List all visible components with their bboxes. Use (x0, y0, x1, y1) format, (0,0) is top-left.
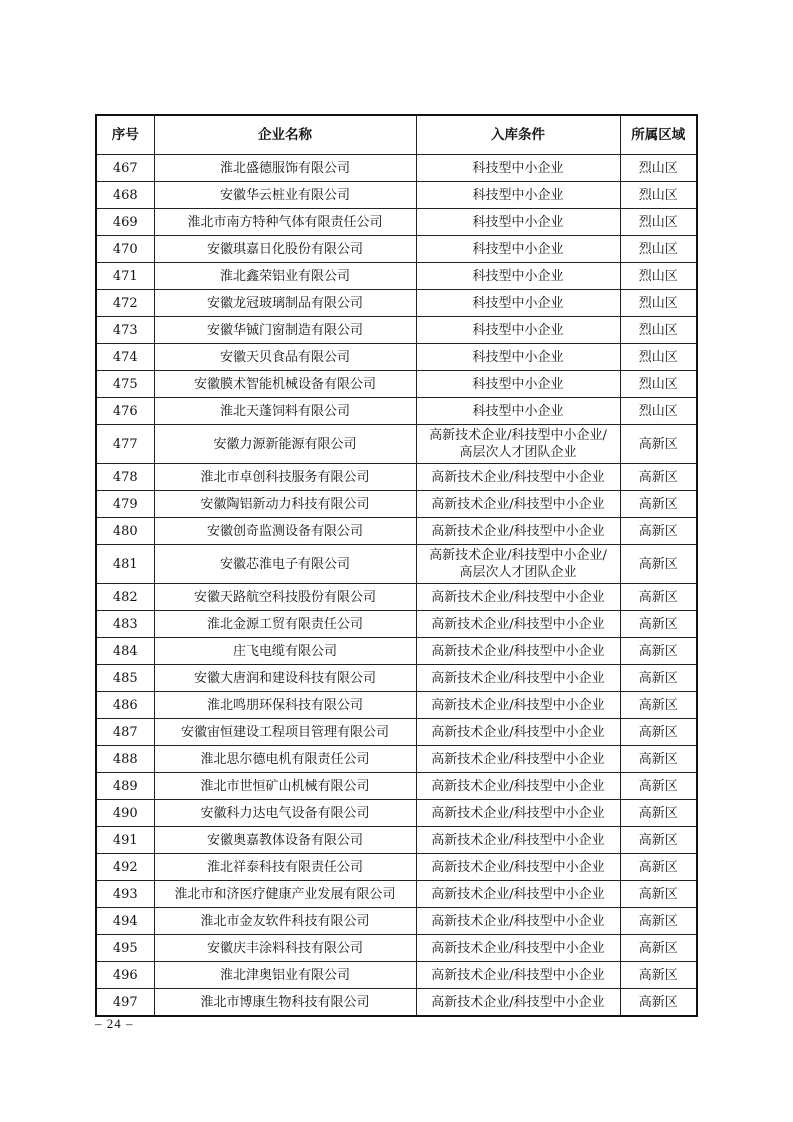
cell-region: 烈山区 (620, 182, 697, 209)
cell-region: 烈山区 (620, 263, 697, 290)
cell-company-name: 安徽膜术智能机械设备有限公司 (154, 371, 416, 398)
cell-criteria: 高新技术企业/科技型中小企业 (416, 881, 620, 908)
table-row (96, 398, 697, 425)
cell-index: 482 (96, 584, 154, 611)
table-row (96, 611, 697, 638)
cell-region: 高新区 (620, 638, 697, 665)
header-region: 所属区域 (620, 115, 697, 155)
cell-company-name: 淮北市和济医疗健康产业发展有限公司 (154, 881, 416, 908)
cell-company-name: 安徽华铖门窗制造有限公司 (154, 317, 416, 344)
cell-criteria: 高新技术企业/科技型中小企业/ 高层次人才团队企业 (416, 545, 620, 584)
cell-criteria: 科技型中小企业 (416, 371, 620, 398)
cell-criteria: 高新技术企业/科技型中小企业 (416, 800, 620, 827)
cell-criteria: 高新技术企业/科技型中小企业 (416, 584, 620, 611)
header-criteria: 入库条件 (416, 115, 620, 155)
table-row (96, 182, 697, 209)
cell-region: 高新区 (620, 827, 697, 854)
cell-region: 烈山区 (620, 344, 697, 371)
cell-company-name: 安徽龙冠玻璃制品有限公司 (154, 290, 416, 317)
table-row (96, 344, 697, 371)
cell-criteria: 高新技术企业/科技型中小企业 (416, 491, 620, 518)
cell-company-name: 安徽力源新能源有限公司 (154, 425, 416, 464)
table-row (96, 719, 697, 746)
table-row (96, 638, 697, 665)
cell-region: 高新区 (620, 491, 697, 518)
cell-criteria: 科技型中小企业 (416, 263, 620, 290)
table-row (96, 665, 697, 692)
cell-criteria: 高新技术企业/科技型中小企业 (416, 773, 620, 800)
cell-company-name: 安徽华云桩业有限公司 (154, 182, 416, 209)
cell-criteria: 科技型中小企业 (416, 236, 620, 263)
cell-region: 烈山区 (620, 155, 697, 182)
cell-index: 481 (96, 545, 154, 584)
cell-region: 烈山区 (620, 290, 697, 317)
cell-index: 470 (96, 236, 154, 263)
table-row (96, 584, 697, 611)
cell-company-name: 淮北市南方特种气体有限责任公司 (154, 209, 416, 236)
cell-region: 烈山区 (620, 236, 697, 263)
cell-index: 478 (96, 464, 154, 491)
header-company-name: 企业名称 (154, 115, 416, 155)
cell-criteria: 科技型中小企业 (416, 209, 620, 236)
cell-index: 486 (96, 692, 154, 719)
cell-region: 烈山区 (620, 398, 697, 425)
cell-criteria: 高新技术企业/科技型中小企业 (416, 827, 620, 854)
table-row (96, 908, 697, 935)
table-row (96, 827, 697, 854)
cell-company-name: 安徽创奇监测设备有限公司 (154, 518, 416, 545)
cell-index: 474 (96, 344, 154, 371)
cell-criteria: 高新技术企业/科技型中小企业 (416, 746, 620, 773)
cell-company-name: 淮北祥泰科技有限责任公司 (154, 854, 416, 881)
cell-index: 491 (96, 827, 154, 854)
cell-company-name: 安徽奥嘉教体设备有限公司 (154, 827, 416, 854)
table-row (96, 545, 697, 584)
cell-company-name: 安徽庆丰涂料科技有限公司 (154, 935, 416, 962)
cell-index: 471 (96, 263, 154, 290)
table-row (96, 209, 697, 236)
cell-region: 高新区 (620, 518, 697, 545)
cell-index: 472 (96, 290, 154, 317)
table-row (96, 290, 697, 317)
table-row (96, 773, 697, 800)
cell-region: 高新区 (620, 545, 697, 584)
cell-criteria: 高新技术企业/科技型中小企业 (416, 665, 620, 692)
cell-region: 高新区 (620, 719, 697, 746)
cell-region: 烈山区 (620, 317, 697, 344)
page-number: – 24 – (95, 1016, 134, 1031)
table-row (96, 491, 697, 518)
cell-company-name: 安徽宙恒建设工程项目管理有限公司 (154, 719, 416, 746)
cell-company-name: 安徽芯淮电子有限公司 (154, 545, 416, 584)
cell-criteria: 高新技术企业/科技型中小企业 (416, 989, 620, 1017)
cell-region: 高新区 (620, 611, 697, 638)
cell-index: 476 (96, 398, 154, 425)
table-row (96, 236, 697, 263)
cell-company-name: 安徽琪嘉日化股份有限公司 (154, 236, 416, 263)
cell-index: 497 (96, 989, 154, 1017)
cell-criteria: 高新技术企业/科技型中小企业/ 高层次人才团队企业 (416, 425, 620, 464)
cell-region: 高新区 (620, 773, 697, 800)
cell-index: 489 (96, 773, 154, 800)
table-row (96, 989, 697, 1017)
cell-index: 475 (96, 371, 154, 398)
cell-company-name: 淮北鑫荣铝业有限公司 (154, 263, 416, 290)
table-row (96, 800, 697, 827)
cell-company-name: 淮北天蓬饲料有限公司 (154, 398, 416, 425)
cell-company-name: 淮北盛德服饰有限公司 (154, 155, 416, 182)
cell-region: 高新区 (620, 464, 697, 491)
cell-company-name: 淮北市卓创科技服务有限公司 (154, 464, 416, 491)
cell-criteria: 科技型中小企业 (416, 155, 620, 182)
cell-region: 高新区 (620, 935, 697, 962)
cell-region: 高新区 (620, 908, 697, 935)
cell-criteria: 高新技术企业/科技型中小企业 (416, 518, 620, 545)
table-row (96, 317, 697, 344)
cell-index: 467 (96, 155, 154, 182)
cell-region: 高新区 (620, 584, 697, 611)
cell-company-name: 淮北金源工贸有限责任公司 (154, 611, 416, 638)
table-row (96, 263, 697, 290)
cell-index: 473 (96, 317, 154, 344)
table-row (96, 746, 697, 773)
cell-region: 高新区 (620, 800, 697, 827)
table-row (96, 692, 697, 719)
cell-index: 496 (96, 962, 154, 989)
cell-criteria: 高新技术企业/科技型中小企业 (416, 719, 620, 746)
cell-index: 469 (96, 209, 154, 236)
cell-index: 479 (96, 491, 154, 518)
cell-index: 483 (96, 611, 154, 638)
cell-criteria: 高新技术企业/科技型中小企业 (416, 464, 620, 491)
cell-index: 484 (96, 638, 154, 665)
cell-region: 高新区 (620, 989, 697, 1017)
cell-region: 高新区 (620, 881, 697, 908)
cell-criteria: 科技型中小企业 (416, 182, 620, 209)
cell-company-name: 安徽科力达电气设备有限公司 (154, 800, 416, 827)
cell-index: 494 (96, 908, 154, 935)
cell-company-name: 安徽陶铝新动力科技有限公司 (154, 491, 416, 518)
cell-criteria: 科技型中小企业 (416, 317, 620, 344)
cell-company-name: 淮北津奥铝业有限公司 (154, 962, 416, 989)
cell-index: 488 (96, 746, 154, 773)
cell-region: 高新区 (620, 692, 697, 719)
table-row (96, 962, 697, 989)
header-index: 序号 (96, 115, 154, 155)
cell-company-name: 淮北鸣朋环保科技有限公司 (154, 692, 416, 719)
cell-region: 烈山区 (620, 371, 697, 398)
cell-criteria: 高新技术企业/科技型中小企业 (416, 935, 620, 962)
cell-index: 485 (96, 665, 154, 692)
cell-criteria: 高新技术企业/科技型中小企业 (416, 638, 620, 665)
cell-company-name: 庄飞电缆有限公司 (154, 638, 416, 665)
cell-company-name: 淮北思尔德电机有限责任公司 (154, 746, 416, 773)
table-row (96, 464, 697, 491)
cell-region: 高新区 (620, 425, 697, 464)
cell-index: 477 (96, 425, 154, 464)
cell-index: 492 (96, 854, 154, 881)
table-row (96, 935, 697, 962)
cell-criteria: 科技型中小企业 (416, 398, 620, 425)
cell-criteria: 高新技术企业/科技型中小企业 (416, 854, 620, 881)
cell-criteria: 高新技术企业/科技型中小企业 (416, 692, 620, 719)
cell-index: 480 (96, 518, 154, 545)
cell-company-name: 淮北市博康生物科技有限公司 (154, 989, 416, 1017)
cell-criteria: 科技型中小企业 (416, 290, 620, 317)
cell-company-name: 淮北市金友软件科技有限公司 (154, 908, 416, 935)
cell-region: 高新区 (620, 665, 697, 692)
cell-region: 烈山区 (620, 209, 697, 236)
table-header-row (96, 115, 697, 155)
cell-index: 487 (96, 719, 154, 746)
cell-company-name: 安徽大唐润和建设科技有限公司 (154, 665, 416, 692)
cell-criteria: 高新技术企业/科技型中小企业 (416, 908, 620, 935)
cell-criteria: 高新技术企业/科技型中小企业 (416, 611, 620, 638)
table-row (96, 425, 697, 464)
cell-index: 468 (96, 182, 154, 209)
cell-criteria: 高新技术企业/科技型中小企业 (416, 962, 620, 989)
cell-region: 高新区 (620, 962, 697, 989)
cell-company-name: 淮北市世恒矿山机械有限公司 (154, 773, 416, 800)
cell-region: 高新区 (620, 854, 697, 881)
cell-index: 490 (96, 800, 154, 827)
enterprise-table (95, 114, 698, 1017)
table-row (96, 854, 697, 881)
cell-index: 495 (96, 935, 154, 962)
cell-criteria: 科技型中小企业 (416, 344, 620, 371)
cell-company-name: 安徽天贝食品有限公司 (154, 344, 416, 371)
cell-index: 493 (96, 881, 154, 908)
cell-region: 高新区 (620, 746, 697, 773)
table-row (96, 155, 697, 182)
table-row (96, 371, 697, 398)
table-row (96, 518, 697, 545)
cell-company-name: 安徽天路航空科技股份有限公司 (154, 584, 416, 611)
table-row (96, 881, 697, 908)
